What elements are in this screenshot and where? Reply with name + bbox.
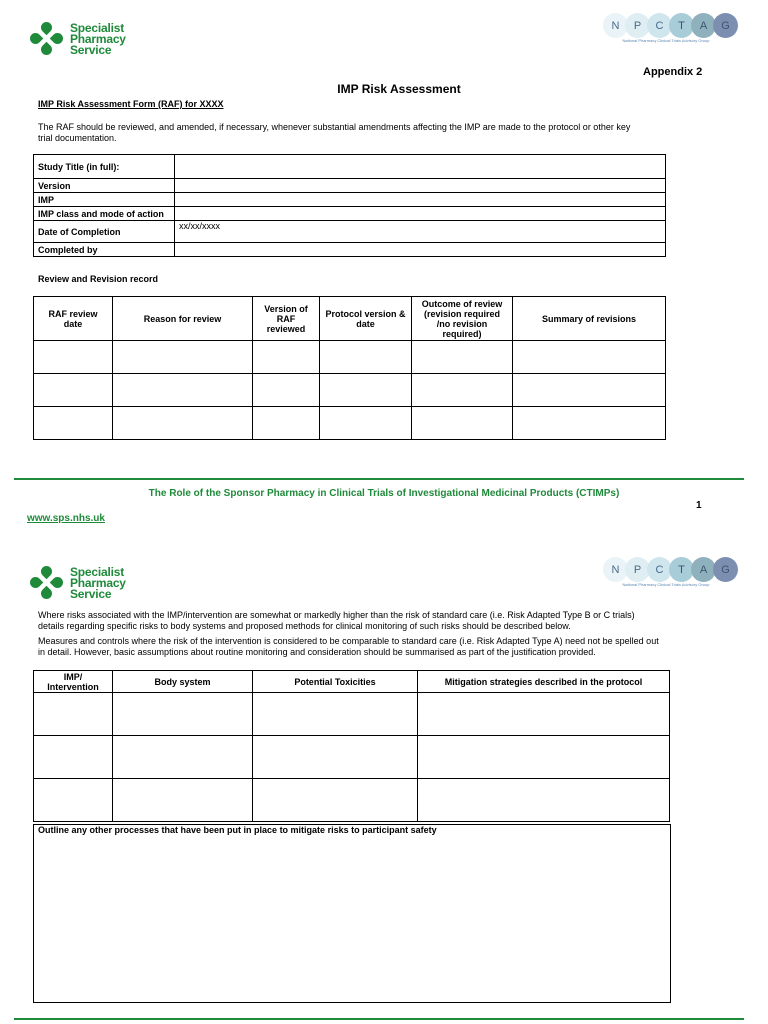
cell[interactable] — [412, 341, 513, 374]
npctag-letter: A — [691, 557, 716, 582]
npctag-letter: T — [669, 557, 694, 582]
details-value[interactable] — [175, 207, 666, 221]
cell[interactable] — [34, 374, 113, 407]
npctag-letter: A — [691, 13, 716, 38]
details-value[interactable] — [175, 179, 666, 193]
toxicity-header: Body system — [113, 671, 253, 693]
cell[interactable] — [113, 374, 253, 407]
sps-logo-line2: Pharmacy — [70, 31, 126, 46]
npctag-letter: C — [647, 557, 672, 582]
details-label: Date of Completion — [34, 221, 175, 243]
npctag-letter: N — [603, 557, 628, 582]
npctag-logo — [606, 13, 738, 43]
table-row — [34, 341, 666, 374]
cell[interactable] — [418, 736, 670, 779]
npctag-letter: G — [713, 557, 738, 582]
table-row — [34, 736, 670, 779]
clover-icon — [30, 566, 64, 600]
risk-paragraph-2: Measures and controls where the risk of the intervention is considered to be comparable to standard care (i.e. Risk Adapted Type A) need not be spelled out in detail. However, basic assumptions about routine monitoring and consideration should be summarised as part of the justification provided. — [38, 636, 659, 657]
npctag-letter: G — [713, 13, 738, 38]
cell[interactable] — [34, 341, 113, 374]
footer-divider — [14, 478, 744, 480]
cell[interactable] — [34, 693, 113, 736]
cell[interactable] — [253, 341, 320, 374]
details-value[interactable] — [175, 243, 666, 257]
npctag-letter: T — [669, 13, 694, 38]
cell[interactable] — [513, 407, 666, 440]
cell[interactable] — [253, 374, 320, 407]
cell[interactable] — [320, 341, 412, 374]
cell[interactable] — [418, 693, 670, 736]
page-number: 1 — [696, 500, 702, 511]
details-value[interactable] — [175, 155, 666, 179]
cell[interactable] — [113, 341, 253, 374]
npctag-letter: P — [625, 557, 650, 582]
page-title: IMP Risk Assessment — [337, 82, 461, 96]
npctag-letter: N — [603, 13, 628, 38]
details-label: IMP — [34, 193, 175, 207]
sps-logo-line3: Service — [70, 42, 112, 57]
outline-box[interactable] — [33, 824, 671, 1003]
appendix-label: Appendix 2 — [643, 66, 703, 78]
npctag-logo — [606, 557, 738, 587]
sps-logo-line2: Pharmacy — [70, 575, 126, 590]
details-value[interactable]: xx/xx/xxxx — [175, 221, 666, 243]
table-row — [34, 407, 666, 440]
intro-text: The RAF should be reviewed, and amended, if necessary, whenever substantial amendments affecting the IMP are made to the protocol or other key trial documentation. — [38, 122, 631, 143]
cell[interactable] — [253, 693, 418, 736]
footer-divider — [14, 1018, 744, 1020]
details-value[interactable] — [175, 193, 666, 207]
cell[interactable] — [113, 407, 253, 440]
sps-logo — [30, 566, 126, 600]
cell[interactable] — [34, 736, 113, 779]
details-label: IMP class and mode of action — [34, 207, 175, 221]
table-row — [34, 779, 670, 822]
cell[interactable] — [412, 374, 513, 407]
cell[interactable] — [113, 736, 253, 779]
cell[interactable] — [418, 779, 670, 822]
review-table — [33, 296, 666, 440]
cell[interactable] — [253, 736, 418, 779]
risk-paragraph-1: Where risks associated with the IMP/intervention are somewhat or markedly higher than the risk of standard care (i.e. Risk Adapted Type B or C trials) details regarding specific risks to body systems and proposed methods for clinical monitoring of such risks should be described below. — [38, 610, 635, 631]
review-header: Reason for review — [113, 297, 253, 341]
cell[interactable] — [253, 779, 418, 822]
sps-logo-line3: Service — [70, 586, 112, 601]
details-label: Study Title (in full): — [34, 155, 175, 179]
details-table — [33, 154, 666, 257]
sps-logo — [30, 22, 126, 56]
footer-title: The Role of the Sponsor Pharmacy in Clinical Trials of Investigational Medicinal Products (CTIMPs) — [148, 488, 620, 499]
table-row — [34, 693, 670, 736]
review-header: Summary of revisions — [513, 297, 666, 341]
details-label: Completed by — [34, 243, 175, 257]
npctag-letter: P — [625, 13, 650, 38]
cell[interactable] — [320, 374, 412, 407]
cell[interactable] — [113, 779, 253, 822]
toxicity-header: Mitigation strategies described in the protocol — [418, 671, 670, 693]
cell[interactable] — [113, 693, 253, 736]
npctag-subtitle: National Pharmacy Clinical Trials Advisory Group — [622, 38, 710, 43]
outline-label: Outline any other processes that have been put in place to mitigate risks to participant safety — [38, 825, 437, 835]
npctag-letter: C — [647, 13, 672, 38]
sps-logo-line1: Specialist — [70, 564, 125, 579]
cell[interactable] — [412, 407, 513, 440]
sps-logo-line1: Specialist — [70, 20, 125, 35]
cell[interactable] — [34, 407, 113, 440]
npctag-subtitle: National Pharmacy Clinical Trials Advisory Group — [622, 582, 710, 587]
toxicity-header: Potential Toxicities — [253, 671, 418, 693]
footer-link[interactable]: www.sps.nhs.uk — [27, 513, 105, 524]
review-header: RAF review date — [34, 297, 113, 341]
cell[interactable] — [34, 779, 113, 822]
clover-icon — [30, 22, 64, 56]
toxicity-header: IMP/ Intervention — [34, 671, 113, 693]
review-header: Outcome of review (revision required /no revision required) — [412, 297, 513, 341]
table-row — [34, 374, 666, 407]
details-label: Version — [34, 179, 175, 193]
form-title: IMP Risk Assessment Form (RAF) for XXXX — [38, 99, 224, 109]
toxicity-table — [33, 670, 670, 822]
cell[interactable] — [513, 341, 666, 374]
cell[interactable] — [253, 407, 320, 440]
review-header: Protocol version & date — [320, 297, 412, 341]
cell[interactable] — [320, 407, 412, 440]
review-header: Version of RAF reviewed — [253, 297, 320, 341]
cell[interactable] — [513, 374, 666, 407]
review-heading: Review and Revision record — [38, 274, 159, 284]
